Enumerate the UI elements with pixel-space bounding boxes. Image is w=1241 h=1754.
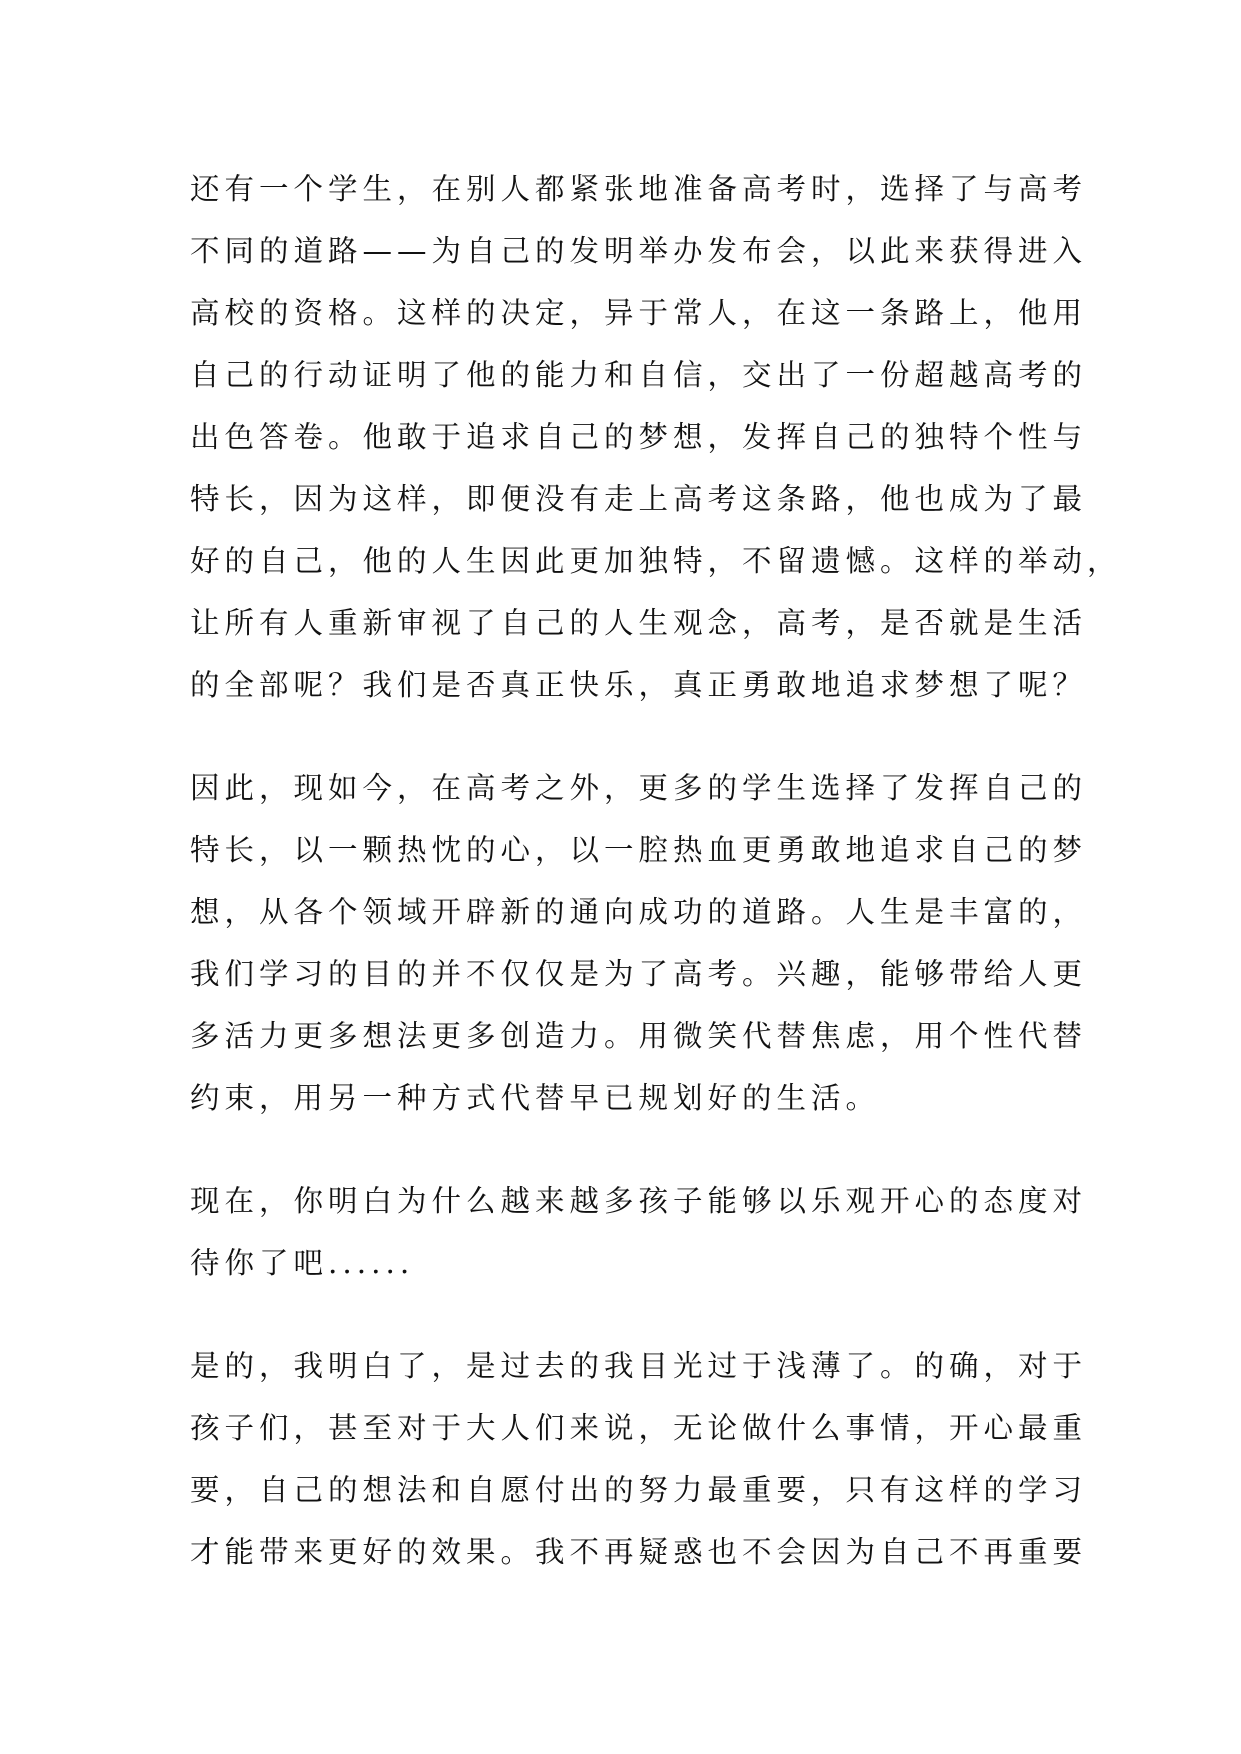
text-line: 的全部呢？我们是否真正快乐，真正勇敢地追求梦想了呢？ bbox=[190, 668, 1088, 702]
text-line: 孩子们，甚至对于大人们来说，无论做什么事情，开心最重 bbox=[190, 1411, 1088, 1445]
text-line: 特长，以一颗热忱的心，以一腔热血更勇敢地追求自己的梦 bbox=[190, 833, 1088, 867]
text-line: 才能带来更好的效果。我不再疑惑也不会因为自己不再重要 bbox=[190, 1535, 1088, 1569]
text-line: 高校的资格。这样的决定，异于常人，在这一条路上，他用 bbox=[190, 296, 1088, 330]
paragraph-1 bbox=[190, 158, 1122, 716]
text-line: 还有一个学生，在别人都紧张地准备高考时，选择了与高考 bbox=[190, 172, 1088, 206]
text-line: 出色答卷。他敢于追求自己的梦想，发挥自己的独特个性与 bbox=[190, 420, 1088, 454]
text-line: 约束，用另一种方式代替早已规划好的生活。 bbox=[190, 1081, 881, 1115]
text-line: 要，自己的想法和自愿付出的努力最重要，只有这样的学习 bbox=[190, 1473, 1088, 1507]
text-line: 我们学习的目的并不仅仅是为了高考。兴趣，能够带给人更 bbox=[190, 957, 1088, 991]
text-line: 好的自己，他的人生因此更加独特，不留遗憾。这样的举动， bbox=[190, 544, 1122, 578]
text-line: 自己的行动证明了他的能力和自信，交出了一份超越高考的 bbox=[190, 358, 1088, 392]
text-line: 特长，因为这样，即便没有走上高考这条路，他也成为了最 bbox=[190, 482, 1088, 516]
text-line: 因此，现如今，在高考之外，更多的学生选择了发挥自己的 bbox=[190, 771, 1088, 805]
text-line: 想，从各个领域开辟新的通向成功的道路。人生是丰富的， bbox=[190, 895, 1088, 929]
text-line: 多活力更多想法更多创造力。用微笑代替焦虑，用个性代替 bbox=[190, 1019, 1088, 1053]
paragraph-4 bbox=[190, 1335, 1088, 1583]
paragraph-3 bbox=[190, 1170, 1088, 1294]
text-line: 是的，我明白了，是过去的我目光过于浅薄了。的确，对于 bbox=[190, 1349, 1088, 1383]
paragraph-2 bbox=[190, 757, 1088, 1129]
text-line: 待你了吧...... bbox=[190, 1246, 415, 1280]
text-line: 让所有人重新审视了自己的人生观念，高考，是否就是生活 bbox=[190, 606, 1088, 640]
document-body bbox=[190, 158, 1122, 1624]
text-line: 不同的道路——为自己的发明举办发布会，以此来获得进入 bbox=[190, 234, 1088, 268]
text-line: 现在，你明白为什么越来越多孩子能够以乐观开心的态度对 bbox=[190, 1184, 1088, 1218]
